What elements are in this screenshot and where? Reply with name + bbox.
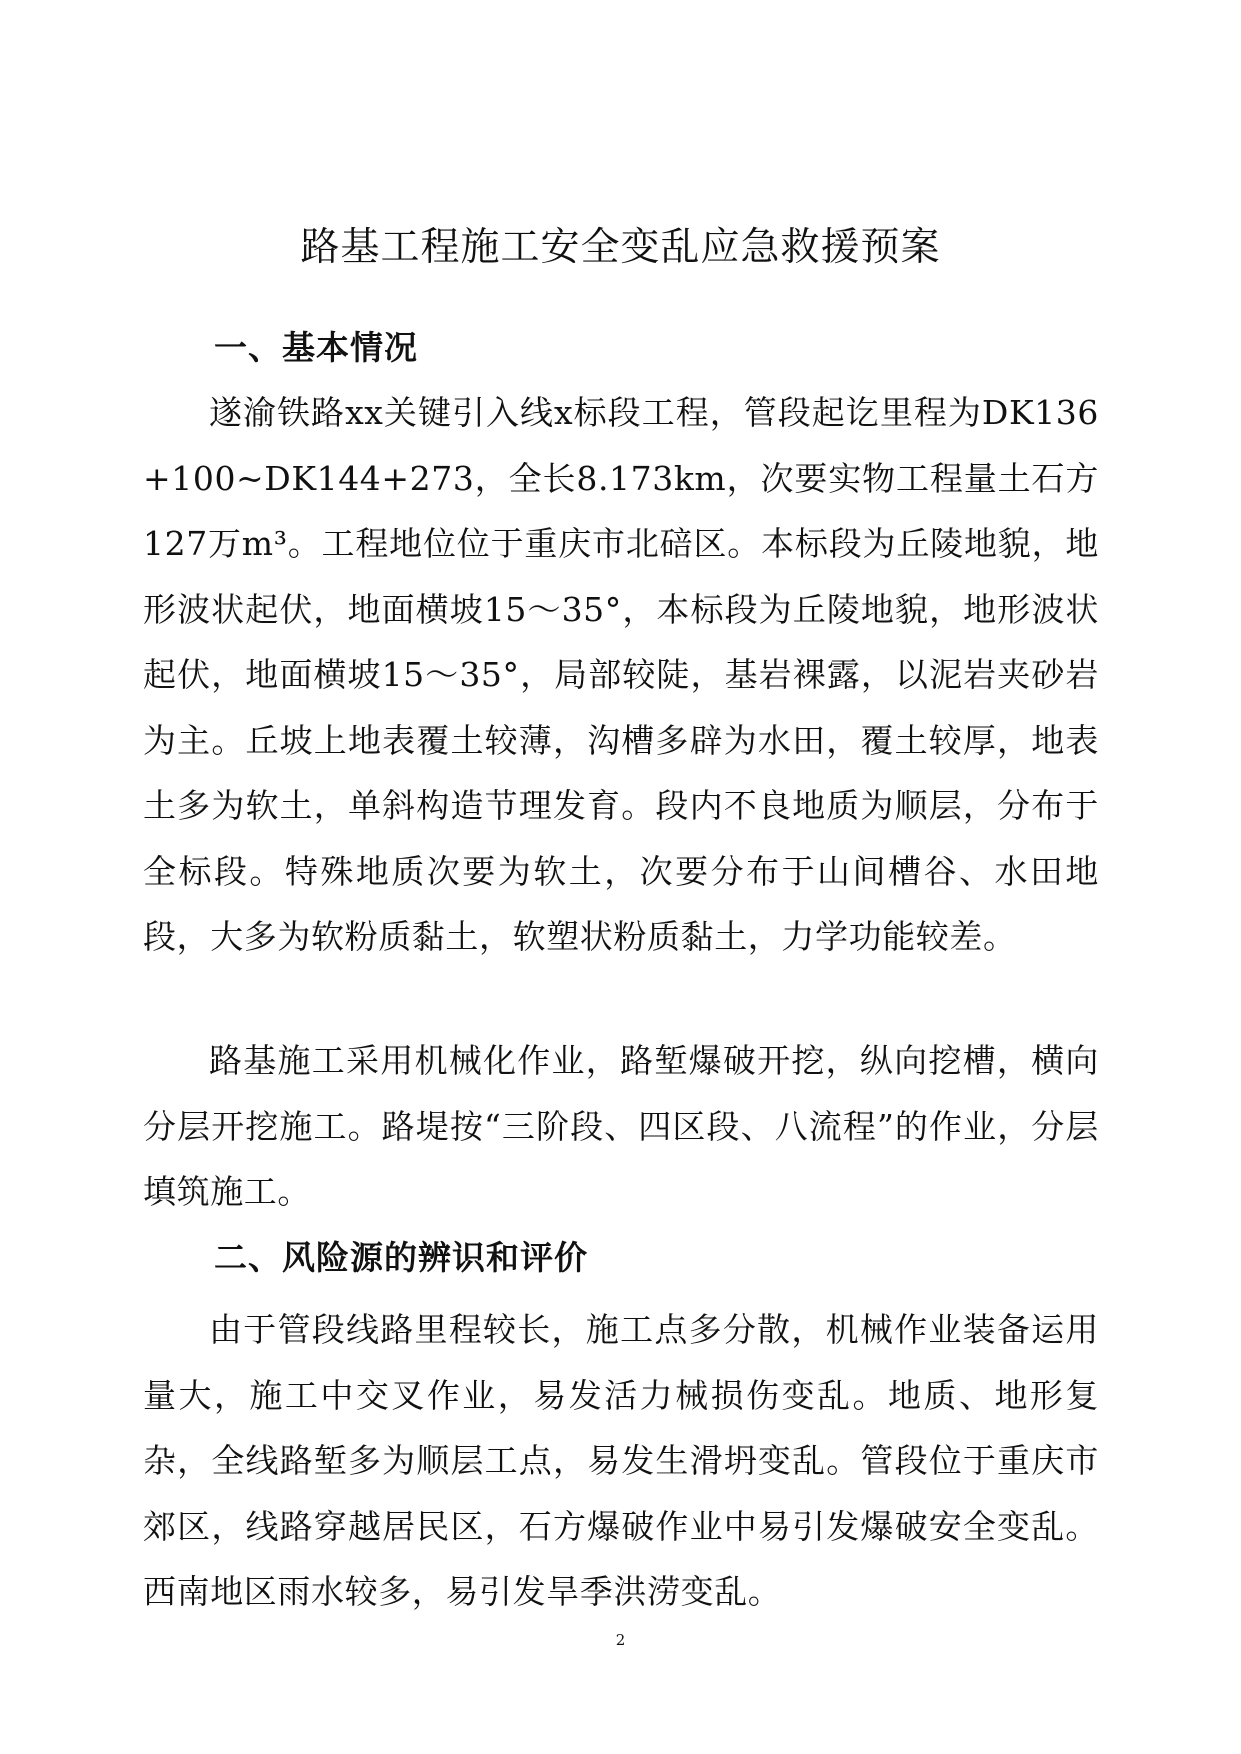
paragraph-construction-method: 路基施工采用机械化作业，路堑爆破开挖，纵向挖槽，横向分层开挖施工。路堤按“三阶段、四区段、八流程”的作业，分层填筑施工。 bbox=[143, 1041, 1099, 1211]
paragraph-risk-sources: 由于管段线路里程较长，施工点多分散，机械作业装备运用量大，施工中交叉作业，易发活力械损伤变乱。地质、地形复杂，全线路堑多为顺层工点，易发生滑坍变乱。管段位于重庆市郊区，线路穿越居民区，石方爆破作业中易引发爆破安全变乱。西南地区雨水较多，易引发旱季洪涝变乱。 bbox=[143, 1310, 1099, 1611]
section-heading-basic-info: 一、基本情况 bbox=[214, 328, 418, 367]
section-heading-risk-identification: 二、风险源的辨识和评价 bbox=[214, 1238, 588, 1277]
document-title: 路基工程施工安全变乱应急救援预案 bbox=[300, 225, 941, 270]
page-number: 2 bbox=[615, 1631, 626, 1649]
paragraph-project-overview: 遂渝铁路xx关键引入线x标段工程，管段起讫里程为DK136+100~DK144+273，全长8.173km，次要实物工程量土石方127万m³。工程地位位于重庆市北碚区。本标段为丘陵地貌，地形波状起伏，地面横坡15～35°，本标段为丘陵地貌，地形波状起伏，地面横坡15～35°，局部较陡，基岩裸露，以泥岩夹砂岩为主。丘坡上地表覆土较薄，沟槽多辟为水田，覆土较厚，地表土多为软土，单斜构造节理发育。段内不良地质为顺层，分布于全标段。特殊地质次要为软土，次要分布于山间槽谷、水田地段，大多为软粉质黏土，软塑状粉质黏土，力学功能较差。 bbox=[143, 393, 1099, 956]
